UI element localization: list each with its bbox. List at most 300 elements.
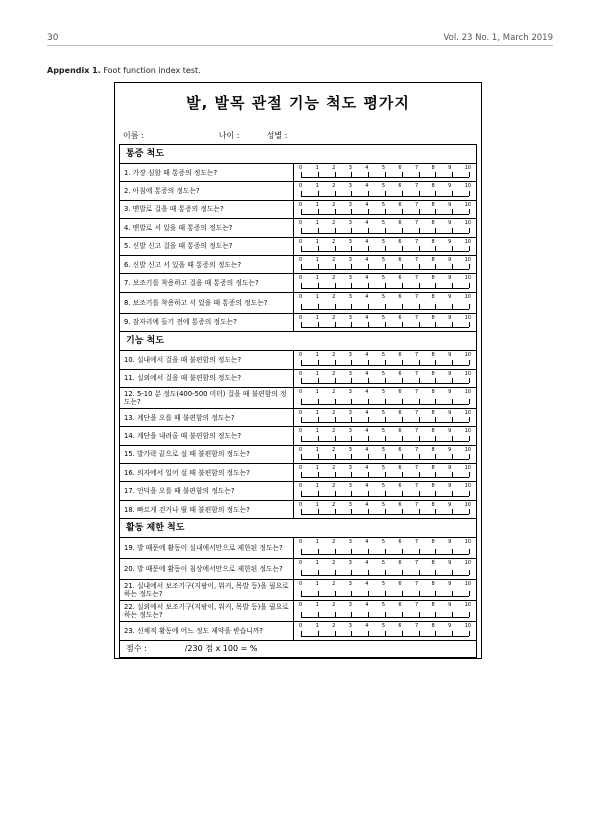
scale-line [301,472,469,478]
scale-tick [435,399,436,404]
scale-number: 2 [332,409,336,416]
scale-number: 4 [365,581,369,588]
caption-text: Foot function index test. [100,66,201,75]
scale-tick [385,360,386,365]
scale-number: 2 [332,465,336,472]
scale-number: 4 [365,238,369,245]
scale-number: 5 [381,238,385,245]
scale-tick [318,304,319,309]
scale-tick [469,454,470,459]
scale-number: 10 [464,560,471,567]
scale-number: 4 [365,370,369,377]
scale-numbers [299,220,471,226]
scale-number: 5 [381,539,385,546]
scale-number: 8 [431,220,435,227]
rating-scale[interactable] [294,201,476,218]
scale-tick [402,631,403,636]
scale-number: 3 [348,370,352,377]
scale-number: 7 [414,623,419,630]
scale-numbers [299,183,471,189]
scale-tick [351,472,352,477]
scale-numbers [299,483,471,489]
scale-number: 7 [414,602,419,609]
scale-number: 3 [348,446,352,453]
scale-number: 10 [464,409,471,416]
scale-number: 5 [381,602,385,609]
scale-tick [301,491,302,496]
question-text: 6. 신발 신고 서 있을 때 통증의 정도는? [120,256,294,273]
scale-tick [335,509,336,514]
scale-numbers [299,623,471,629]
scale-number: 1 [315,275,319,282]
scale-tick [385,264,386,269]
scale-number: 1 [315,256,319,263]
scale-tick [318,360,319,365]
scale-number: 9 [448,623,452,630]
scale-number: 5 [381,314,385,321]
scale-number: 6 [398,238,402,245]
rating-scale[interactable] [294,601,476,621]
score-line [120,641,476,657]
scale-numbers [299,275,471,281]
scale-line [301,417,469,423]
scale-number: 1 [315,560,319,567]
rating-scale[interactable] [294,538,476,558]
scale-number: 3 [348,581,352,588]
scale-number: 10 [464,256,471,263]
scale-tick [368,436,369,441]
journal-volume: Vol. 23 No. 1, March 2019 [443,33,553,43]
question-text: 16. 의자에서 일어 설 때 불편함의 정도는? [120,464,294,481]
question-row [120,219,476,237]
scale-tick [368,209,369,214]
scale-tick [469,417,470,422]
scale-tick [419,417,420,422]
scale-tick [368,172,369,177]
scale-tick [368,612,369,617]
scale-number: 3 [348,183,352,190]
scale-tick [301,509,302,514]
scale-line [301,322,469,328]
scale-number: 1 [315,388,319,395]
scale-tick [318,378,319,383]
scale-number: 4 [365,293,369,300]
scale-number: 2 [332,446,336,453]
scale-tick [385,417,386,422]
scale-number: 7 [414,446,419,453]
scale-tick [385,591,386,596]
scale-tick [385,549,386,554]
rating-scale[interactable] [294,351,476,368]
scale-number: 3 [348,293,352,300]
rating-scale[interactable] [294,580,476,600]
scale-tick [402,509,403,514]
scale-tick [385,612,386,617]
scale-number: 7 [414,409,419,416]
scale-number: 9 [448,446,452,453]
question-row [120,427,476,445]
scale-number: 5 [381,165,385,171]
scale-tick [318,549,319,554]
scale-tick [402,209,403,214]
scale-number: 3 [348,238,352,245]
scale-numbers [299,465,471,471]
question-text: 19. 발 때문에 활동이 실내에서만으로 제한된 정도는? [120,538,294,558]
scale-tick [351,283,352,288]
scale-number: 8 [431,428,435,435]
scale-tick [318,399,319,404]
scale-tick [368,264,369,269]
scale-number: 10 [464,388,471,395]
scale-tick [318,436,319,441]
scale-tick [368,509,369,514]
scale-numbers [299,428,471,434]
scale-tick [419,228,420,233]
scale-tick [351,491,352,496]
scale-number: 9 [448,409,452,416]
scale-number: 2 [332,275,336,282]
scale-tick [452,491,453,496]
scale-tick [318,322,319,327]
scale-number: 4 [365,183,369,190]
scale-number: 8 [431,275,435,282]
scale-number: 4 [365,623,369,630]
scale-number: 5 [381,465,385,472]
scale-tick [385,283,386,288]
scale-tick [368,322,369,327]
scale-number: 0 [299,220,303,227]
scale-tick [351,612,352,617]
scale-tick [419,264,420,269]
scale-number: 5 [381,220,385,227]
scale-number: 7 [414,370,419,377]
scale-tick [335,209,336,214]
scale-tick [318,591,319,596]
rating-scale[interactable] [294,238,476,255]
question-text: 5. 신발 신고 걸을 때 통증의 정도는? [120,238,294,255]
scale-tick [452,378,453,383]
scale-number: 0 [299,352,303,359]
scale-number: 4 [365,428,369,435]
scale-number: 6 [398,352,402,359]
scale-tick [301,209,302,214]
scale-line [301,612,469,618]
scale-tick [419,378,420,383]
scale-tick [335,491,336,496]
rating-scale[interactable] [294,388,476,408]
scale-number: 2 [332,539,336,546]
scale-number: 10 [464,581,471,588]
rating-scale[interactable] [294,274,476,291]
scale-number: 1 [315,539,319,546]
scale-tick [385,172,386,177]
scale-number: 7 [414,428,419,435]
scale-tick [402,360,403,365]
scale-tick [368,228,369,233]
scale-number: 8 [431,238,435,245]
scale-tick [385,472,386,477]
scale-number: 10 [464,238,471,245]
scale-line [301,172,469,178]
scale-number: 6 [398,428,402,435]
scale-number: 8 [431,465,435,472]
scale-number: 10 [464,539,471,546]
scale-tick [301,399,302,404]
scale-tick [435,191,436,196]
question-text: 20. 발 때문에 활동이 침상에서만으로 제한된 정도는? [120,559,294,579]
header-rule [47,45,553,46]
question-text: 10. 실내에서 걸을 때 불편함의 정도는? [120,351,294,368]
scale-tick [452,472,453,477]
scale-tick [351,549,352,554]
rating-scale[interactable] [294,427,476,444]
scale-tick [368,591,369,596]
scale-number: 0 [299,465,303,472]
scale-tick [402,399,403,404]
scale-number: 10 [464,275,471,282]
scale-number: 0 [299,238,303,245]
scale-tick [335,360,336,365]
scale-number: 2 [332,238,336,245]
scale-line [301,246,469,252]
question-text: 23. 신체적 활동에 어느 정도 제약을 받습니까? [120,622,294,639]
caption-label: Appendix 1. [47,66,101,75]
scale-tick [419,283,420,288]
scale-number: 9 [448,256,452,263]
scale-number: 4 [365,602,369,609]
rating-scale[interactable] [294,314,476,331]
rating-scale[interactable] [294,501,476,518]
scale-tick [402,246,403,251]
scale-tick [435,378,436,383]
scale-tick [435,454,436,459]
scale-number: 5 [381,501,385,508]
scale-number: 0 [299,539,303,546]
scale-tick [351,322,352,327]
scale-tick [402,549,403,554]
scale-tick [452,417,453,422]
scale-tick [351,399,352,404]
scale-number: 10 [464,293,471,300]
scale-number: 0 [299,623,303,630]
scale-tick [385,322,386,327]
rating-scale[interactable] [294,409,476,426]
scale-tick [385,570,386,575]
scale-tick [469,304,470,309]
scale-number: 3 [348,256,352,263]
scale-tick [452,172,453,177]
scale-number: 0 [299,165,303,171]
scale-number: 1 [315,501,319,508]
scale-number: 8 [431,501,435,508]
scale-tick [335,246,336,251]
section-title: 활동 제한 척도 [120,519,476,538]
scale-tick [402,491,403,496]
scale-number: 1 [315,370,319,377]
question-row [120,293,476,314]
scale-number: 1 [315,409,319,416]
scale-tick [469,246,470,251]
question-row [120,314,476,332]
scale-number: 9 [448,428,452,435]
scale-number: 7 [414,183,419,190]
rating-scale[interactable] [294,622,476,639]
scale-tick [435,360,436,365]
scale-tick [435,322,436,327]
scale-number: 1 [315,238,319,245]
scale-number: 6 [398,201,402,208]
scale-tick [335,228,336,233]
scale-number: 8 [431,201,435,208]
scale-tick [469,191,470,196]
scale-tick [452,399,453,404]
question-row [120,351,476,369]
scale-tick [385,378,386,383]
scale-tick [368,304,369,309]
rating-scale[interactable] [294,256,476,273]
scale-number: 6 [398,602,402,609]
scale-tick [419,191,420,196]
scale-tick [301,612,302,617]
scale-tick [368,491,369,496]
scale-tick [301,264,302,269]
scale-tick [402,436,403,441]
scale-tick [402,322,403,327]
scale-tick [368,378,369,383]
scale-tick [469,591,470,596]
scale-number: 10 [464,623,471,630]
scale-number: 4 [365,165,369,171]
scale-number: 3 [348,501,352,508]
rating-scale[interactable] [294,482,476,499]
scale-number: 5 [381,275,385,282]
scale-number: 9 [448,238,452,245]
scale-number: 4 [365,539,369,546]
scale-tick [419,612,420,617]
scale-number: 9 [448,275,452,282]
scale-tick [435,228,436,233]
scale-number: 5 [381,446,385,453]
scale-numbers [299,581,471,587]
scale-tick [435,209,436,214]
scale-number: 9 [448,370,452,377]
scale-number: 0 [299,256,303,263]
question-text: 14. 계단을 내려올 때 불편함의 정도는? [120,427,294,444]
scale-number: 8 [431,165,435,171]
scale-number: 7 [414,483,419,490]
scale-tick [301,549,302,554]
scale-tick [335,472,336,477]
scale-number: 8 [431,293,435,300]
scale-number: 0 [299,428,303,435]
scale-number: 7 [414,560,419,567]
scale-tick [318,228,319,233]
rating-scale[interactable] [294,464,476,481]
scale-tick [385,304,386,309]
scale-tick [402,172,403,177]
scale-number: 6 [398,293,402,300]
scale-number: 8 [431,446,435,453]
scale-number: 2 [332,256,336,263]
rating-scale[interactable] [294,219,476,236]
scale-numbers [299,315,471,321]
scale-tick [368,472,369,477]
rating-scale[interactable] [294,164,476,181]
scale-number: 10 [464,483,471,490]
scale-tick [452,570,453,575]
scale-tick [301,172,302,177]
scale-number: 8 [431,409,435,416]
scale-number: 10 [464,446,471,453]
scale-tick [335,191,336,196]
scale-number: 10 [464,501,471,508]
scale-number: 8 [431,370,435,377]
scale-tick [335,436,336,441]
scale-tick [419,591,420,596]
scale-tick [435,283,436,288]
scale-number: 10 [464,165,471,171]
scale-number: 5 [381,256,385,263]
scale-number: 9 [448,483,452,490]
scale-number: 3 [348,201,352,208]
scale-number: 2 [332,623,336,630]
scale-tick [385,399,386,404]
scale-tick [419,304,420,309]
scale-number: 0 [299,581,303,588]
scale-numbers [299,502,471,508]
rating-scale[interactable] [294,446,476,463]
scale-number: 3 [348,483,352,490]
scale-tick [318,454,319,459]
scale-tick [452,264,453,269]
scale-line [301,454,469,460]
scale-number: 0 [299,275,303,282]
scale-tick [435,304,436,309]
scale-number: 6 [398,370,402,377]
scale-number: 10 [464,220,471,227]
scale-number: 6 [398,220,402,227]
rating-scale[interactable] [294,293,476,313]
scale-number: 0 [299,370,303,377]
scale-tick [301,417,302,422]
scale-number: 1 [315,483,319,490]
scale-tick [301,246,302,251]
scale-tick [435,436,436,441]
scale-tick [469,509,470,514]
scale-number: 10 [464,314,471,321]
scale-tick [452,360,453,365]
rating-scale[interactable] [294,182,476,199]
scale-tick [368,283,369,288]
rating-scale[interactable] [294,559,476,579]
scale-tick [419,472,420,477]
scale-number: 9 [448,602,452,609]
scale-numbers [299,294,471,300]
scale-number: 6 [398,539,402,546]
scale-number: 5 [381,483,385,490]
scale-number: 8 [431,314,435,321]
scale-number: 9 [448,501,452,508]
scale-tick [368,454,369,459]
scale-number: 6 [398,275,402,282]
scale-number: 8 [431,623,435,630]
rating-scale[interactable] [294,370,476,387]
scale-tick [419,570,420,575]
scale-tick [335,631,336,636]
question-row [120,201,476,219]
scale-tick [469,360,470,365]
scale-number: 6 [398,483,402,490]
